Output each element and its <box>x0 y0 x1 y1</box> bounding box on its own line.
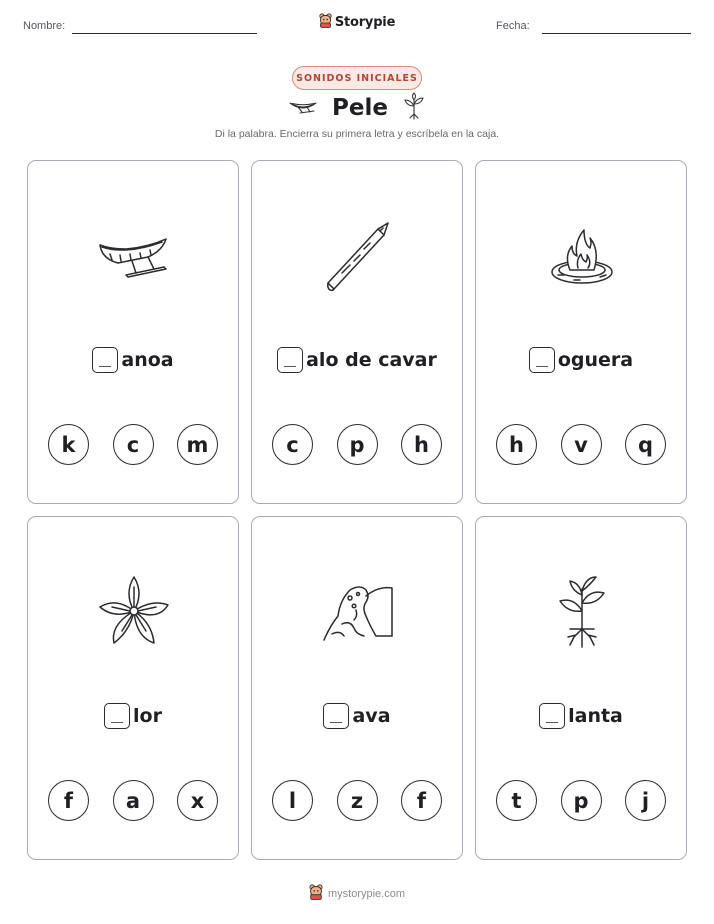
plant-icon <box>532 571 632 651</box>
plant-small-icon <box>402 92 426 124</box>
letter-option[interactable]: l <box>272 780 313 821</box>
digging-stick-icon <box>308 215 408 295</box>
bear-logo-icon <box>319 13 332 32</box>
canoe-icon <box>84 215 184 295</box>
footer-url[interactable]: mystorypie.com <box>327 888 406 900</box>
word-stem: lanta <box>568 705 623 727</box>
name-line[interactable] <box>72 33 257 34</box>
word-stem: ava <box>352 705 391 727</box>
letter-option[interactable]: z <box>337 780 378 821</box>
brand-name: Storypie <box>334 15 396 30</box>
word-row <box>252 703 462 729</box>
word-stem: alo de cavar <box>306 349 437 371</box>
canoe-small-icon <box>288 97 318 119</box>
word-card <box>27 516 239 860</box>
letter-option[interactable]: h <box>496 424 537 465</box>
letter-option[interactable]: t <box>496 780 537 821</box>
word-row <box>28 703 238 729</box>
date-line[interactable] <box>542 33 691 34</box>
word-stem: oguera <box>557 349 634 371</box>
word-stem: anoa <box>121 349 174 371</box>
word-card <box>27 160 239 504</box>
lava-icon <box>308 571 408 651</box>
letter-option[interactable]: k <box>48 424 89 465</box>
letter-option[interactable]: c <box>113 424 154 465</box>
answer-box[interactable] <box>323 703 349 729</box>
footer <box>0 884 714 904</box>
word-row <box>252 347 462 373</box>
letter-option[interactable]: x <box>177 780 218 821</box>
brand-logo <box>0 13 714 32</box>
bear-logo-icon <box>309 884 323 904</box>
letter-options <box>496 424 666 465</box>
word-card <box>251 160 463 504</box>
letter-option[interactable]: v <box>561 424 602 465</box>
bonfire-icon <box>532 215 632 295</box>
letter-options <box>48 424 218 465</box>
answer-box[interactable] <box>92 347 118 373</box>
word-card <box>475 160 687 504</box>
word-row <box>476 703 686 729</box>
date-label: Fecha: <box>496 20 530 32</box>
letter-option[interactable]: m <box>177 424 218 465</box>
letter-option[interactable]: p <box>337 424 378 465</box>
word-row <box>476 347 686 373</box>
topic-badge: SONIDOS INICIALES <box>292 66 422 90</box>
name-label: Nombre: <box>23 20 66 32</box>
word-row <box>28 347 238 373</box>
letter-option[interactable]: f <box>48 780 89 821</box>
word-card <box>475 516 687 860</box>
answer-box[interactable] <box>277 347 303 373</box>
letter-option[interactable]: f <box>401 780 442 821</box>
answer-box[interactable] <box>539 703 565 729</box>
letter-options <box>272 424 442 465</box>
title-row <box>0 92 714 124</box>
letter-option[interactable]: c <box>272 424 313 465</box>
letter-option[interactable]: j <box>625 780 666 821</box>
letter-options <box>496 780 666 821</box>
letter-option[interactable]: q <box>625 424 666 465</box>
letter-option[interactable]: h <box>401 424 442 465</box>
instructions: Di la palabra. Encierra su primera letra y escríbela en la caja. <box>214 128 500 140</box>
answer-box[interactable] <box>529 347 555 373</box>
page-title: Pele <box>332 95 388 121</box>
letter-options <box>48 780 218 821</box>
flower-icon <box>84 571 184 651</box>
answer-box[interactable] <box>104 703 130 729</box>
letter-option[interactable]: a <box>113 780 154 821</box>
letter-options <box>272 780 442 821</box>
word-card <box>251 516 463 860</box>
word-stem: lor <box>133 705 162 727</box>
letter-option[interactable]: p <box>561 780 602 821</box>
